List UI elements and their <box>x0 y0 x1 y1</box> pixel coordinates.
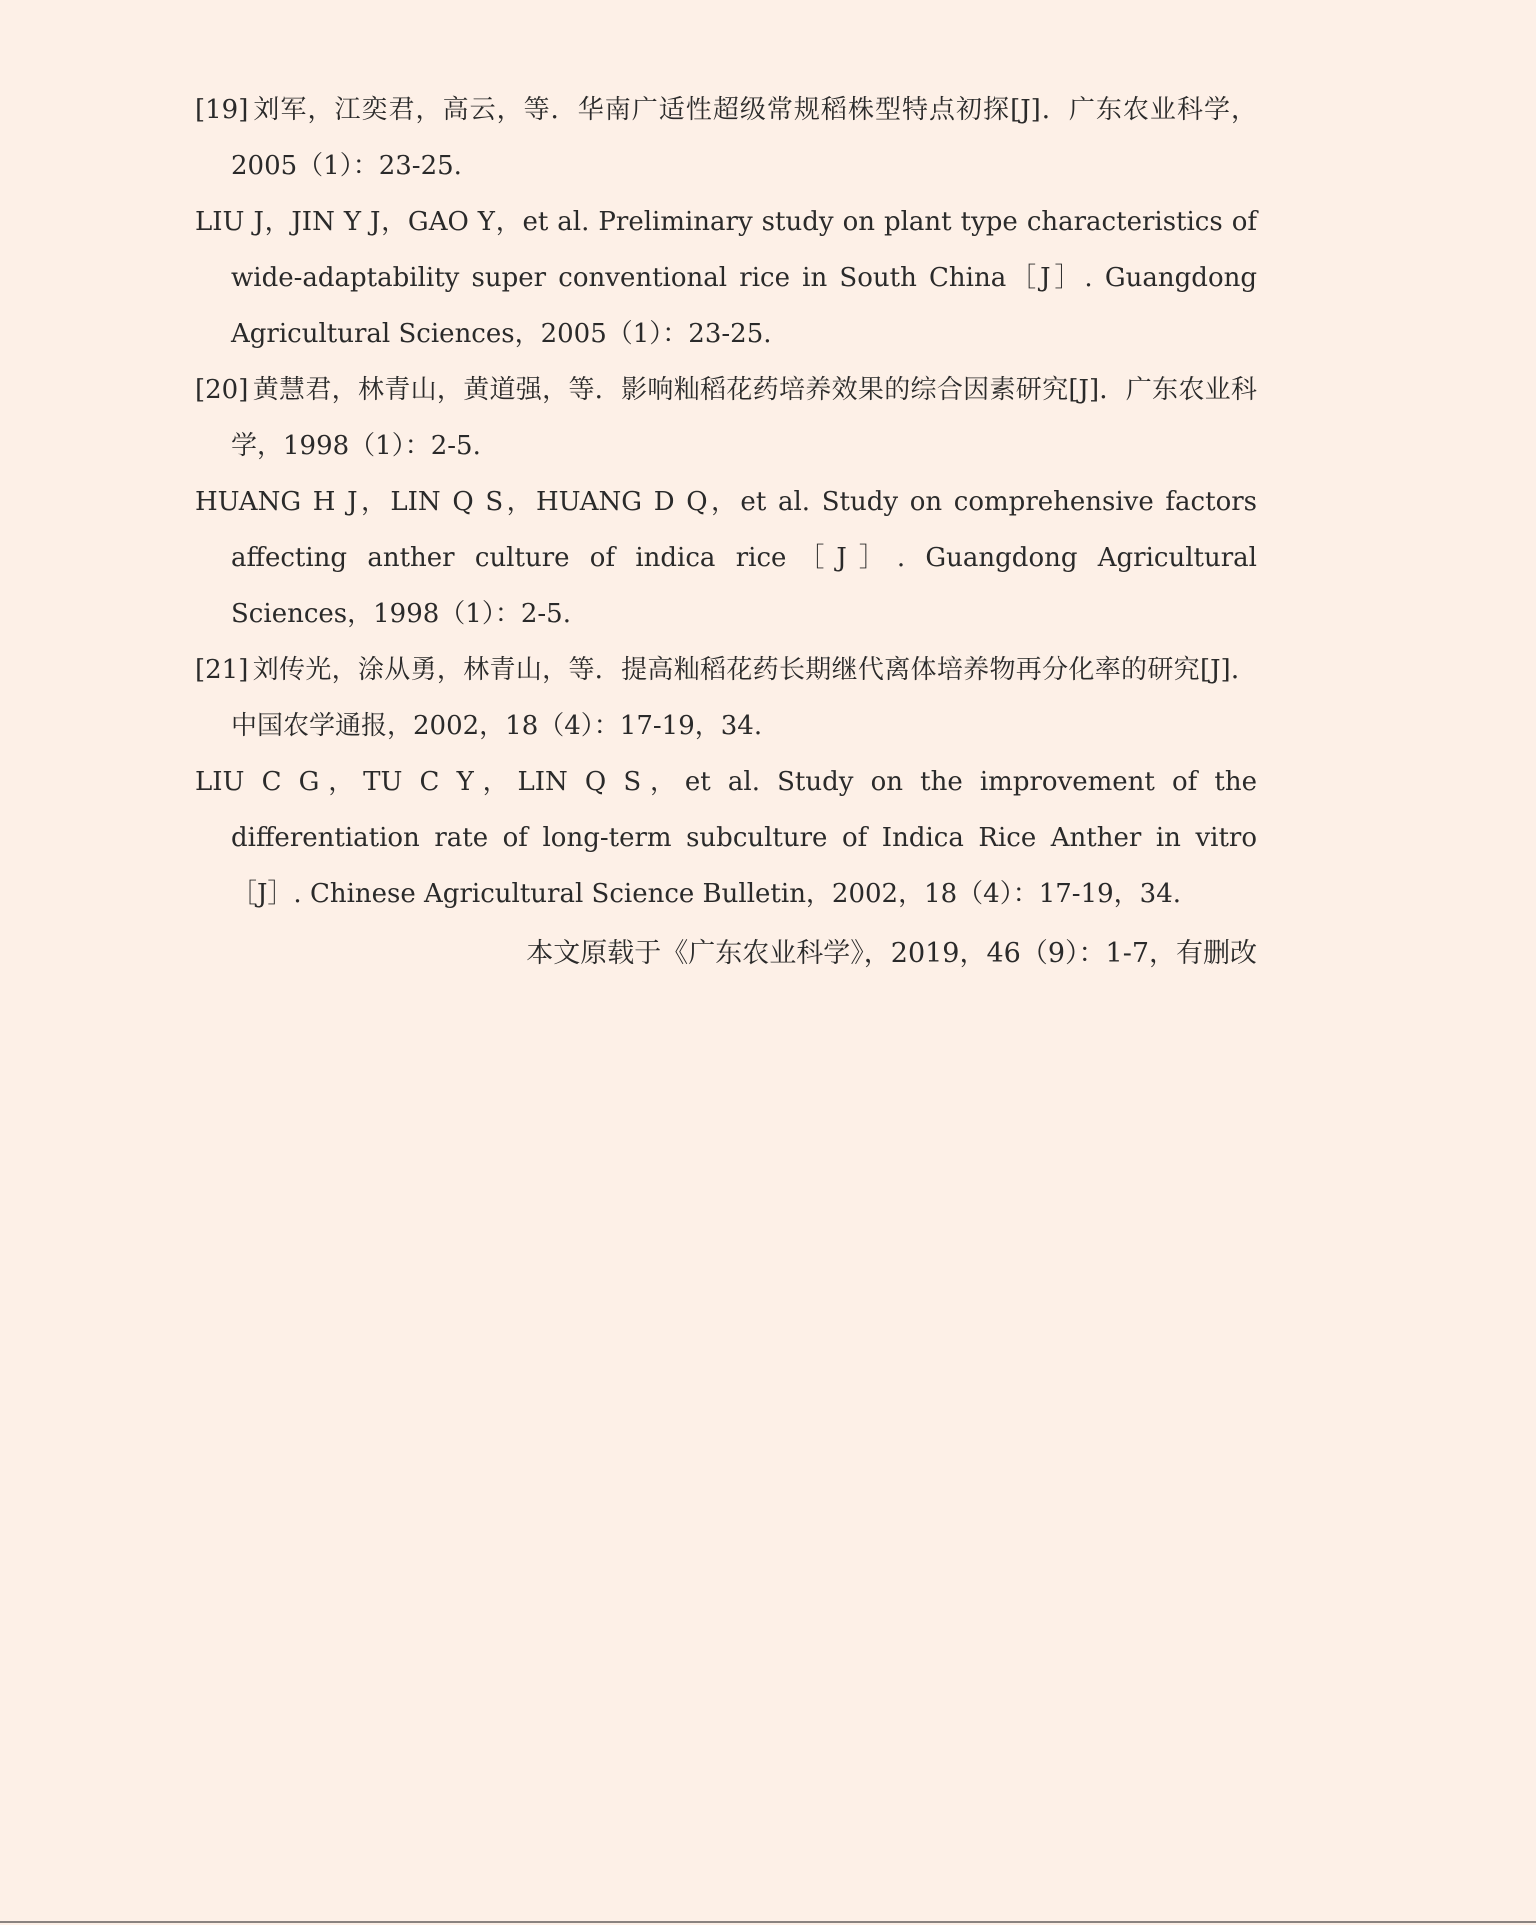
reference-number: [19] <box>195 95 249 125</box>
reference-text: 刘传光，涂从勇，林青山，等．提高籼稻花药长期继代离体培养物再分化率的研究[J]．中国农学通报，2002，18（4）：17-19，34. <box>231 655 1257 741</box>
reference-text: HUANG H J，LIN Q S，HUANG D Q，et al. Study on comprehensive factors affecting anther culture of indica rice［J］. Guangdong Agricultural Sciences，1998（1）：2-5. <box>195 487 1257 629</box>
reference-entry-translation <box>195 194 1257 362</box>
reference-number: [20] <box>195 375 249 405</box>
page-bottom-divider <box>0 1921 1536 1923</box>
reference-entry <box>195 642 1257 754</box>
reference-list <box>195 82 1257 922</box>
reference-text: 刘军，江奕君，高云，等．华南广适性超级常规稻株型特点初探[J]．广东农业科学，2005（1）：23-25. <box>231 95 1257 181</box>
reference-text: 黄慧君，林青山，黄道强，等．影响籼稻花药培养效果的综合因素研究[J]．广东农业科学，1998（1）：2-5. <box>231 375 1257 461</box>
reference-entry-translation <box>195 754 1257 922</box>
reference-entry <box>195 362 1257 474</box>
reference-text: LIU C G，TU C Y，LIN Q S，et al. Study on the improvement of the differentiation rate of long-term subculture of Indica Rice Anther in vitro［J］. Chinese Agricultural Science Bulletin，2002，18（4）：17-19，34. <box>195 767 1257 909</box>
reference-number: [21] <box>195 655 249 685</box>
source-note: 本文原载于《广东农业科学》，2019，46（9）：1-7，有删改 <box>526 938 1257 969</box>
reference-entry-translation <box>195 474 1257 642</box>
reference-entry <box>195 82 1257 194</box>
reference-text: LIU J，JIN Y J，GAO Y，et al. Preliminary study on plant type characteristics of wide-adaptability super conventional rice in South China［J］. Guangdong Agricultural Sciences，2005（1）：23-25. <box>195 207 1257 349</box>
